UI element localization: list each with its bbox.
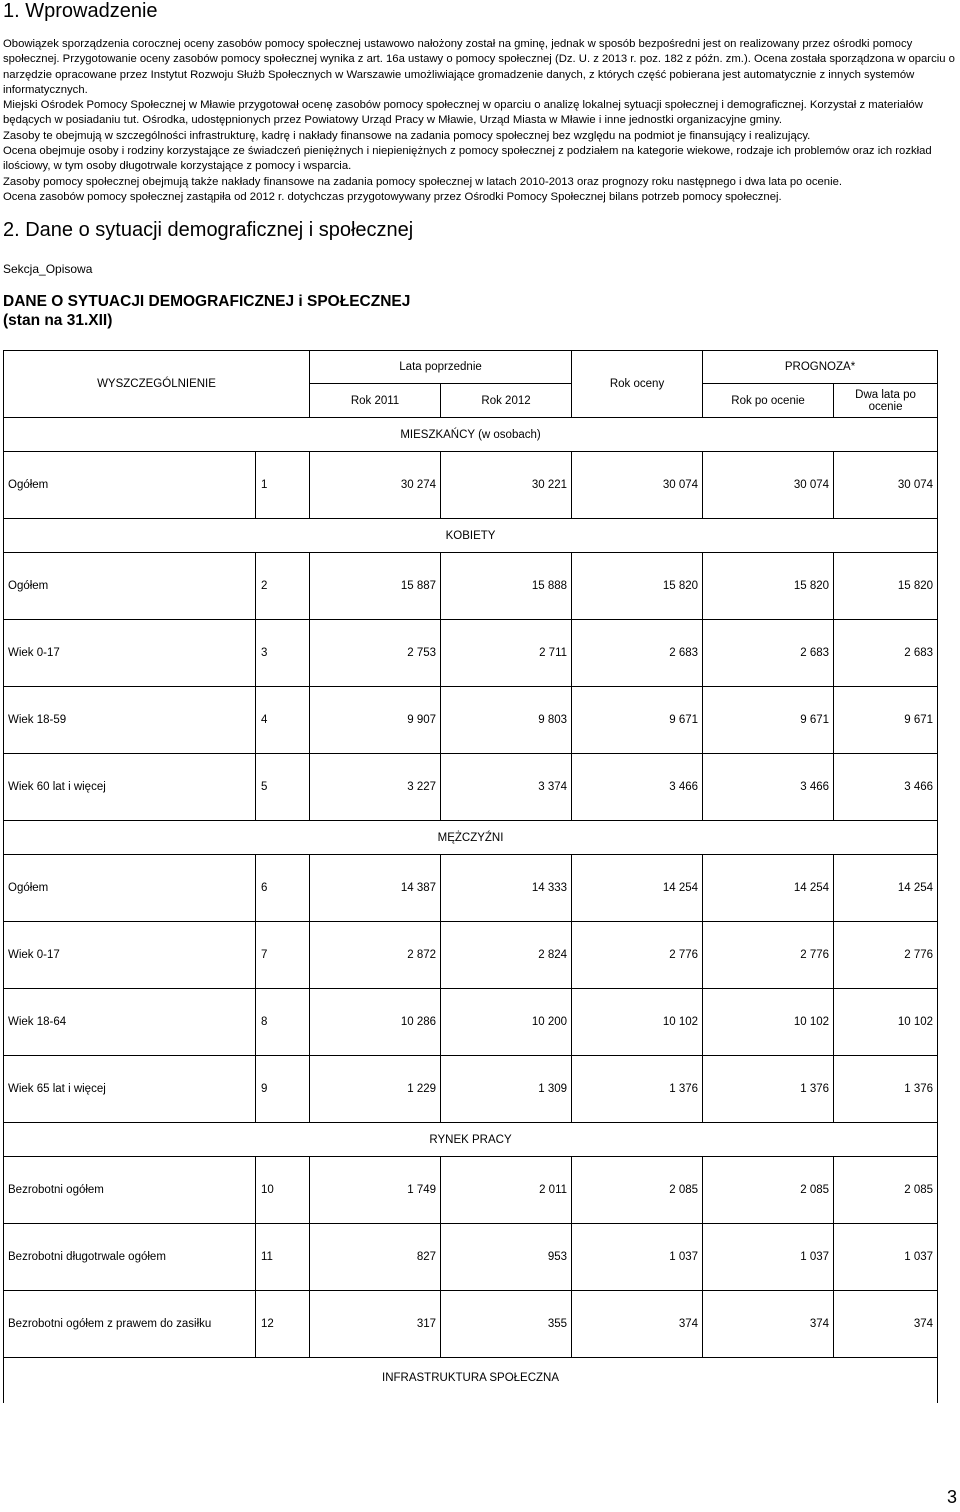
table-title-line2: (stan na 31.XII) xyxy=(3,312,113,329)
cell-value: 355 xyxy=(441,1291,572,1358)
row-index: 4 xyxy=(256,687,310,754)
row-label: Wiek 65 lat i więcej xyxy=(4,1056,256,1123)
section-header-kobiety: KOBIETY xyxy=(4,519,938,553)
cell-value: 2 872 xyxy=(310,922,441,989)
cell-value: 1 037 xyxy=(834,1224,938,1291)
cell-value: 15 888 xyxy=(441,553,572,620)
table-title-line1: DANE O SYTUACJI DEMOGRAFICZNEJ i SPOŁECZNEJ xyxy=(3,293,411,310)
table-title xyxy=(3,292,410,330)
row-index: 3 xyxy=(256,620,310,687)
cell-value: 14 333 xyxy=(441,855,572,922)
row-index: 10 xyxy=(256,1157,310,1224)
header-lata-poprzednie: Lata poprzednie xyxy=(310,351,572,384)
header-wyszczegolnienie: WYSZCZEGÓLNIENIE xyxy=(4,351,310,418)
table-row xyxy=(4,754,938,821)
row-index: 12 xyxy=(256,1291,310,1358)
page-number: 3 xyxy=(946,1487,957,1507)
cell-value: 1 309 xyxy=(441,1056,572,1123)
cell-value: 2 776 xyxy=(572,922,703,989)
row-index: 9 xyxy=(256,1056,310,1123)
intro-paragraph: Zasoby te obejmują w szczególności infrastrukturę, kadrę i nakłady finansowe na zadania pomocy społecznej bez względu na podmiot je finansujący i realizujący. xyxy=(3,129,811,142)
cell-value: 14 254 xyxy=(834,855,938,922)
cell-value: 374 xyxy=(834,1291,938,1358)
intro-paragraph: Ocena obejmuje osoby i rodziny korzystające ze świadczeń pieniężnych i niepieniężnych z pomocy społecznej z podziałem na kategorie wiekowe, rodzaje ich problemów oraz ich rozkład ilościowy, w tym osoby długotrwale korzystające z pomocy i wsparcia. xyxy=(3,145,932,173)
section-header-row xyxy=(4,1123,938,1157)
cell-value: 2 085 xyxy=(703,1157,834,1224)
table-row xyxy=(4,922,938,989)
cell-value: 9 671 xyxy=(834,687,938,754)
row-label: Wiek 18-59 xyxy=(4,687,256,754)
cell-value: 15 820 xyxy=(703,553,834,620)
row-index: 7 xyxy=(256,922,310,989)
row-index: 1 xyxy=(256,452,310,519)
header-rok-2012: Rok 2012 xyxy=(441,384,572,418)
header-rok-2011: Rok 2011 xyxy=(310,384,441,418)
section-header-mezczyzni: MĘŻCZYŹNI xyxy=(4,821,938,855)
table-row xyxy=(4,1056,938,1123)
row-label: Wiek 60 lat i więcej xyxy=(4,754,256,821)
cell-value: 30 274 xyxy=(310,452,441,519)
header-rok-po-ocenie: Rok po ocenie xyxy=(703,384,834,418)
cell-value: 30 074 xyxy=(703,452,834,519)
row-label: Wiek 0-17 xyxy=(4,620,256,687)
row-label: Ogółem xyxy=(4,855,256,922)
row-index: 2 xyxy=(256,553,310,620)
cell-value: 14 387 xyxy=(310,855,441,922)
row-index: 11 xyxy=(256,1224,310,1291)
cell-value: 827 xyxy=(310,1224,441,1291)
cell-value: 1 037 xyxy=(703,1224,834,1291)
table-body xyxy=(4,351,938,1403)
cell-value: 10 102 xyxy=(572,989,703,1056)
row-label: Bezrobotni ogółem z prawem do zasiłku xyxy=(4,1291,256,1358)
cell-value: 374 xyxy=(572,1291,703,1358)
intro-paragraph: Zasoby pomocy społecznej obejmują także nakłady finansowe na zadania pomocy społecznej w latach 2010-2013 oraz prognozy roku następnego i dwa lata po ocenie. xyxy=(3,175,842,188)
cell-value: 2 711 xyxy=(441,620,572,687)
cell-value: 3 466 xyxy=(834,754,938,821)
row-index: 8 xyxy=(256,989,310,1056)
cell-value: 3 227 xyxy=(310,754,441,821)
cell-value: 317 xyxy=(310,1291,441,1358)
section-header-row xyxy=(4,418,938,452)
cell-value: 9 907 xyxy=(310,687,441,754)
cell-value: 30 074 xyxy=(572,452,703,519)
demographic-table xyxy=(3,350,938,1403)
cell-value: 10 102 xyxy=(703,989,834,1056)
intro-text xyxy=(3,37,955,205)
table-row xyxy=(4,989,938,1056)
section-header-row xyxy=(4,821,938,855)
cell-value: 2 753 xyxy=(310,620,441,687)
section-header-row xyxy=(4,519,938,553)
intro-paragraph: Miejski Ośrodek Pomocy Społecznej w Mławie przygotował ocenę zasobów pomocy społecznej w oparciu o analizę lokalnej sytuacji społecznej i demograficznej. Korzystał z materiałów będących w posiadaniu tut. Ośrodka, udostępnionych przez Powiatowy Urząd Pracy w Mławie, Urząd Miasta w Mławie i inne jednostki organizacyjne gminy. xyxy=(3,99,923,127)
header-dwa-lata-po-ocenie: Dwa lata po ocenie xyxy=(834,384,938,418)
cell-value: 2 683 xyxy=(834,620,938,687)
cell-value: 15 820 xyxy=(834,553,938,620)
section-header-row xyxy=(4,1358,938,1403)
row-label: Ogółem xyxy=(4,553,256,620)
cell-value: 9 671 xyxy=(703,687,834,754)
cell-value: 14 254 xyxy=(572,855,703,922)
cell-value: 10 102 xyxy=(834,989,938,1056)
cell-value: 1 037 xyxy=(572,1224,703,1291)
cell-value: 9 803 xyxy=(441,687,572,754)
intro-paragraph: Ocena zasobów pomocy społecznej zastąpiła od 2012 r. dotychczas przygotowywany przez Ośrodki Pomocy Społecznej bilans potrzeb pomocy społecznej. xyxy=(3,190,782,203)
cell-value: 10 286 xyxy=(310,989,441,1056)
cell-value: 15 887 xyxy=(310,553,441,620)
header-rok-oceny: Rok oceny xyxy=(572,351,703,418)
table-row xyxy=(4,553,938,620)
row-index: 5 xyxy=(256,754,310,821)
row-label: Bezrobotni długotrwale ogółem xyxy=(4,1224,256,1291)
table-row xyxy=(4,687,938,754)
section-header-mieszkancy: MIESZKAŃCY (w osobach) xyxy=(4,418,938,452)
cell-value: 2 776 xyxy=(703,922,834,989)
cell-value: 953 xyxy=(441,1224,572,1291)
cell-value: 3 466 xyxy=(572,754,703,821)
section-1-heading: 1. Wprowadzenie xyxy=(3,0,158,22)
header-prognoza: PROGNOZA* xyxy=(703,351,938,384)
cell-value: 2 085 xyxy=(834,1157,938,1224)
cell-value: 9 671 xyxy=(572,687,703,754)
cell-value: 3 374 xyxy=(441,754,572,821)
cell-value: 2 776 xyxy=(834,922,938,989)
cell-value: 3 466 xyxy=(703,754,834,821)
section-label: Sekcja_Opisowa xyxy=(3,262,93,276)
cell-value: 14 254 xyxy=(703,855,834,922)
cell-value: 2 824 xyxy=(441,922,572,989)
row-label: Ogółem xyxy=(4,452,256,519)
section-2-heading: 2. Dane o sytuacji demograficznej i społecznej xyxy=(3,219,414,241)
section-header-infra: INFRASTRUKTURA SPOŁECZNA xyxy=(4,1358,938,1403)
cell-value: 15 820 xyxy=(572,553,703,620)
cell-value: 2 011 xyxy=(441,1157,572,1224)
intro-paragraph: Obowiązek sporządzenia corocznej oceny zasobów pomocy społecznej ustawowo nałożony został na gminę, jednak w sposób bezpośredni jest on realizowany przez ośrodki pomocy społecznej. Przygotowanie oceny zasobów pomocy społecznej wynika z art. 16a ustawy o pomocy społecznej (Dz. U. z 2013 r. poz. 182 z późn. zm.). Ocena została sporządzona w oparciu o narzędzie opracowane przez Instytut Rozwoju Służb Społecznych w Warszawie umożliwiające gromadzenie danych, z których część pobierana jest automatycznie z innych systemów informatycznych. xyxy=(3,38,955,96)
cell-value: 2 683 xyxy=(572,620,703,687)
cell-value: 30 074 xyxy=(834,452,938,519)
row-index: 6 xyxy=(256,855,310,922)
cell-value: 10 200 xyxy=(441,989,572,1056)
cell-value: 2 683 xyxy=(703,620,834,687)
table-row xyxy=(4,1224,938,1291)
table-row xyxy=(4,855,938,922)
cell-value: 374 xyxy=(703,1291,834,1358)
cell-value: 1 376 xyxy=(703,1056,834,1123)
section-header-rynek: RYNEK PRACY xyxy=(4,1123,938,1157)
table-row xyxy=(4,1157,938,1224)
table-row xyxy=(4,452,938,519)
cell-value: 30 221 xyxy=(441,452,572,519)
cell-value: 2 085 xyxy=(572,1157,703,1224)
cell-value: 1 376 xyxy=(572,1056,703,1123)
cell-value: 1 749 xyxy=(310,1157,441,1224)
row-label: Wiek 18-64 xyxy=(4,989,256,1056)
row-label: Bezrobotni ogółem xyxy=(4,1157,256,1224)
header-row-1 xyxy=(4,351,938,384)
cell-value: 1 376 xyxy=(834,1056,938,1123)
row-label: Wiek 0-17 xyxy=(4,922,256,989)
table-row xyxy=(4,620,938,687)
table-row xyxy=(4,1291,938,1358)
cell-value: 1 229 xyxy=(310,1056,441,1123)
